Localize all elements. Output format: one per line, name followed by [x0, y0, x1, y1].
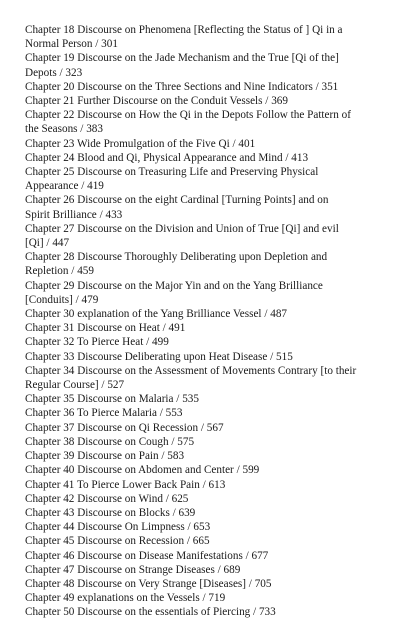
- toc-entry: [25, 165, 387, 193]
- toc-entry: [25, 463, 387, 477]
- toc-entry-title: Chapter 20 Discourse on the Three Sections and Nine Indicators / 351: [25, 80, 339, 93]
- toc-entry: [25, 506, 387, 520]
- toc-entry-title: Chapter 50 Discourse on the essentials of Piercing / 733: [25, 606, 276, 619]
- toc-entry: [25, 23, 387, 51]
- toc-entry: [25, 151, 387, 165]
- toc-entry-title: Chapter 30 explanation of the Yang Brilliance Vessel / 487: [25, 308, 288, 321]
- toc-entry-title: Chapter 25 Discourse on Treasuring Life and Preserving Physical: [25, 166, 319, 179]
- toc-entry: [25, 563, 387, 577]
- toc-entry-title: Chapter 24 Blood and Qi, Physical Appearance and Mind / 413: [25, 151, 309, 164]
- toc-entry: [25, 591, 387, 605]
- toc-entry-title: Chapter 47 Discourse on Strange Diseases / 689: [25, 563, 241, 576]
- toc-entry-title: Chapter 22 Discourse on How the Qi in the Depots Follow the Pattern of: [25, 109, 351, 122]
- toc-entry-title: Chapter 42 Discourse on Wind / 625: [25, 492, 189, 505]
- toc-entry-title: Chapter 21 Further Discourse on the Conduit Vessels / 369: [25, 95, 288, 108]
- toc-entry: [25, 520, 387, 534]
- toc-entry-title: Chapter 49 explanations on the Vessels / 719: [25, 592, 226, 605]
- toc-entry: [25, 534, 387, 548]
- toc-entry-continuation: Regular Course] / 527: [25, 379, 125, 392]
- toc-entry-continuation: Spirit Brilliance / 433: [25, 208, 123, 221]
- toc-entry-title: Chapter 40 Discourse on Abdomen and Center / 599: [25, 464, 260, 477]
- toc-entry: [25, 406, 387, 420]
- toc-entry-title: Chapter 23 Wide Promulgation of the Five Qi / 401: [25, 137, 256, 150]
- toc-entry-title: Chapter 37 Discourse on Qi Recession / 567: [25, 421, 224, 434]
- toc-entry-continuation: Normal Person / 301: [25, 38, 118, 51]
- toc-entry-continuation: Repletion / 459: [25, 265, 94, 278]
- toc-entry: [25, 605, 387, 619]
- toc-entry: [25, 478, 387, 492]
- toc-entry-title: Chapter 32 To Pierce Heat / 499: [25, 336, 169, 349]
- toc-entry-title: Chapter 19 Discourse on the Jade Mechanism and the True [Qi of the]: [25, 52, 339, 65]
- toc-entry-title: Chapter 28 Discourse Thoroughly Deliberating upon Depletion and: [25, 251, 328, 264]
- toc-entry-title: Chapter 45 Discourse on Recession / 665: [25, 535, 210, 548]
- toc-entry: [25, 492, 387, 506]
- toc-entry: [25, 193, 387, 221]
- toc-entry-title: Chapter 43 Discourse on Blocks / 639: [25, 506, 196, 519]
- toc-entry: [25, 321, 387, 335]
- toc-entry-continuation: Appearance / 419: [25, 180, 104, 193]
- toc-entry-title: Chapter 26 Discourse on the eight Cardinal [Turning Points] and on: [25, 194, 329, 207]
- toc-entry: [25, 279, 387, 307]
- toc-entry: [25, 350, 387, 364]
- toc-entry-title: Chapter 44 Discourse On Limpness / 653: [25, 521, 211, 534]
- toc-entry-title: Chapter 34 Discourse on the Assessment of Movements Contrary [to their: [25, 364, 357, 377]
- toc-entry: [25, 80, 387, 94]
- toc-entry: [25, 108, 387, 136]
- toc-entry: [25, 335, 387, 349]
- toc-entry-continuation: [Conduits] / 479: [25, 293, 99, 306]
- toc-entry-title: Chapter 29 Discourse on the Major Yin and on the Yang Brilliance: [25, 279, 323, 292]
- toc-entry: [25, 577, 387, 591]
- toc-entry: [25, 392, 387, 406]
- toc-entry: [25, 549, 387, 563]
- toc-entry: [25, 222, 387, 250]
- toc-entry-title: Chapter 18 Discourse on Phenomena [Reflecting the Status of ] Qi in a: [25, 24, 343, 36]
- toc-entry-title: Chapter 46 Discourse on Disease Manifestations / 677: [25, 549, 269, 562]
- toc-entry-continuation: [Qi] / 447: [25, 237, 70, 250]
- toc-entry: [25, 421, 387, 435]
- toc-entry: [25, 51, 387, 79]
- toc-entry-title: Chapter 38 Discourse on Cough / 575: [25, 435, 195, 448]
- toc-entry-continuation: the Seasons / 383: [25, 123, 103, 136]
- toc-entry-title: Chapter 35 Discourse on Malaria / 535: [25, 393, 199, 406]
- toc-entry-title: Chapter 27 Discourse on the Division and Union of True [Qi] and evil: [25, 222, 339, 235]
- toc-entry-title: Chapter 31 Discourse on Heat / 491: [25, 322, 186, 335]
- toc-entry: [25, 435, 387, 449]
- toc-entry: [25, 364, 387, 392]
- table-of-contents: [25, 23, 387, 620]
- toc-entry: [25, 94, 387, 108]
- toc-entry: [25, 250, 387, 278]
- toc-entry: [25, 449, 387, 463]
- toc-entry-title: Chapter 41 To Pierce Lower Back Pain / 613: [25, 478, 226, 491]
- toc-entry-title: Chapter 33 Discourse Deliberating upon Heat Disease / 515: [25, 350, 293, 363]
- toc-entry-continuation: Depots / 323: [25, 66, 83, 79]
- toc-entry-title: Chapter 39 Discourse on Pain / 583: [25, 450, 185, 463]
- toc-entry-title: Chapter 48 Discourse on Very Strange [Diseases] / 705: [25, 577, 272, 590]
- toc-entry: [25, 137, 387, 151]
- toc-entry: [25, 307, 387, 321]
- toc-entry-title: Chapter 36 To Pierce Malaria / 553: [25, 407, 183, 420]
